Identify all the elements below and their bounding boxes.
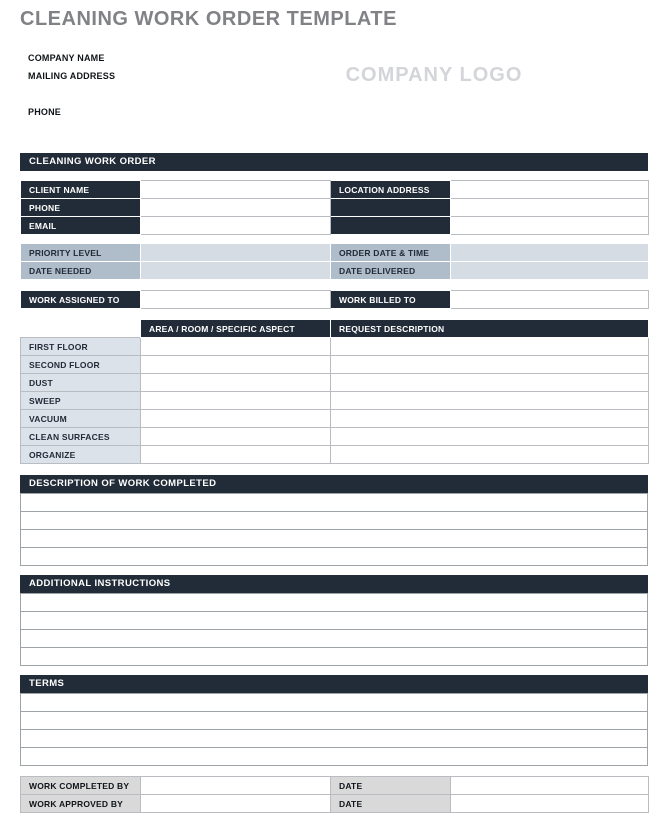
phone-label: PHONE [28,107,62,117]
table-row [21,374,649,392]
priority-level-label: PRIORITY LEVEL [21,244,141,262]
instructions-line-input[interactable] [21,648,648,666]
section-header-work-order: CLEANING WORK ORDER [20,153,648,171]
task-label-organize: ORGANIZE [21,446,141,464]
input-cell[interactable] [451,199,649,217]
order-date-time-input[interactable] [451,244,649,262]
table-row [21,777,649,795]
work-approved-by-input[interactable] [141,795,331,813]
empty-label-cell [331,199,451,217]
request-input[interactable] [331,446,649,464]
table-row [21,594,648,612]
description-line-input[interactable] [21,512,648,530]
instructions-line-input[interactable] [21,594,648,612]
task-label-vacuum: VACUUM [21,410,141,428]
area-input[interactable] [141,446,331,464]
instructions-line-input[interactable] [21,630,648,648]
instructions-lines-table [20,593,648,666]
table-row [21,630,648,648]
table-row [21,217,649,235]
mailing-address-label: MAILING ADDRESS [28,71,116,81]
client-phone-label: PHONE [21,199,141,217]
date-input[interactable] [451,777,649,795]
area-input[interactable] [141,338,331,356]
client-email-input[interactable] [141,217,331,235]
column-header-request: REQUEST DESCRIPTION [331,320,649,338]
task-label-sweep: SWEEP [21,392,141,410]
page-content [20,0,648,813]
company-logo-placeholder: COMPANY LOGO [345,64,523,86]
schedule-info-table [20,243,649,280]
request-input[interactable] [331,410,649,428]
client-phone-input[interactable] [141,199,331,217]
table-row [21,494,648,512]
terms-line-input[interactable] [21,712,648,730]
table-row [21,392,649,410]
work-billed-to-input[interactable] [451,291,649,309]
date-delivered-label: DATE DELIVERED [331,262,451,280]
section-header-terms: TERMS [20,675,648,693]
table-row [21,338,649,356]
priority-level-input[interactable] [141,244,331,262]
signoff-table [20,776,649,813]
work-completed-by-label: WORK COMPLETED BY [21,777,141,795]
client-email-label: EMAIL [21,217,141,235]
column-header-area: AREA / ROOM / SPECIFIC ASPECT [141,320,331,338]
date-needed-input[interactable] [141,262,331,280]
area-input[interactable] [141,356,331,374]
section-header-description: DESCRIPTION OF WORK COMPLETED [20,475,648,493]
terms-line-input[interactable] [21,730,648,748]
document-header [20,0,648,153]
input-cell[interactable] [451,217,649,235]
terms-lines-table [20,693,648,766]
client-info-table [20,180,649,235]
table-row [21,356,649,374]
location-address-input[interactable] [451,181,649,199]
area-input[interactable] [141,374,331,392]
location-address-label: LOCATION ADDRESS [331,181,451,199]
order-date-time-label: ORDER DATE & TIME [331,244,451,262]
table-row [21,244,649,262]
empty-label-cell [331,217,451,235]
task-label-first-floor: FIRST FLOOR [21,338,141,356]
assignment-table [20,290,649,309]
table-row [21,694,648,712]
table-row [21,795,649,813]
terms-line-input[interactable] [21,748,648,766]
table-header-row [21,320,649,338]
table-row [21,512,648,530]
table-row [21,712,648,730]
task-label-clean-surfaces: CLEAN SURFACES [21,428,141,446]
work-assigned-to-label: WORK ASSIGNED TO [21,291,141,309]
date-label: DATE [331,795,451,813]
table-row [21,291,649,309]
table-row [21,199,649,217]
table-row [21,181,649,199]
table-row [21,262,649,280]
client-name-label: CLIENT NAME [21,181,141,199]
description-line-input[interactable] [21,530,648,548]
work-billed-to-label: WORK BILLED TO [331,291,451,309]
request-input[interactable] [331,392,649,410]
date-delivered-input[interactable] [451,262,649,280]
description-line-input[interactable] [21,494,648,512]
page-title: CLEANING WORK ORDER TEMPLATE [20,8,397,30]
table-row [21,730,648,748]
company-name-label: COMPANY NAME [28,53,105,63]
table-row [21,548,648,566]
table-row [21,446,649,464]
work-approved-by-label: WORK APPROVED BY [21,795,141,813]
area-input[interactable] [141,428,331,446]
client-name-input[interactable] [141,181,331,199]
task-label-second-floor: SECOND FLOOR [21,356,141,374]
table-row [21,530,648,548]
description-line-input[interactable] [21,548,648,566]
section-header-additional-instructions: ADDITIONAL INSTRUCTIONS [20,575,648,593]
table-row [21,612,648,630]
work-completed-by-input[interactable] [141,777,331,795]
terms-line-input[interactable] [21,694,648,712]
area-input[interactable] [141,392,331,410]
request-input[interactable] [331,374,649,392]
table-row [21,428,649,446]
request-input[interactable] [331,356,649,374]
request-input[interactable] [331,428,649,446]
empty-corner-cell [21,320,141,338]
table-row [21,410,649,428]
table-row [21,648,648,666]
instructions-line-input[interactable] [21,612,648,630]
task-label-dust: DUST [21,374,141,392]
date-input[interactable] [451,795,649,813]
request-input[interactable] [331,338,649,356]
date-needed-label: DATE NEEDED [21,262,141,280]
task-table [20,319,649,464]
area-input[interactable] [141,410,331,428]
date-label: DATE [331,777,451,795]
table-row [21,748,648,766]
work-assigned-to-input[interactable] [141,291,331,309]
description-lines-table [20,493,648,566]
